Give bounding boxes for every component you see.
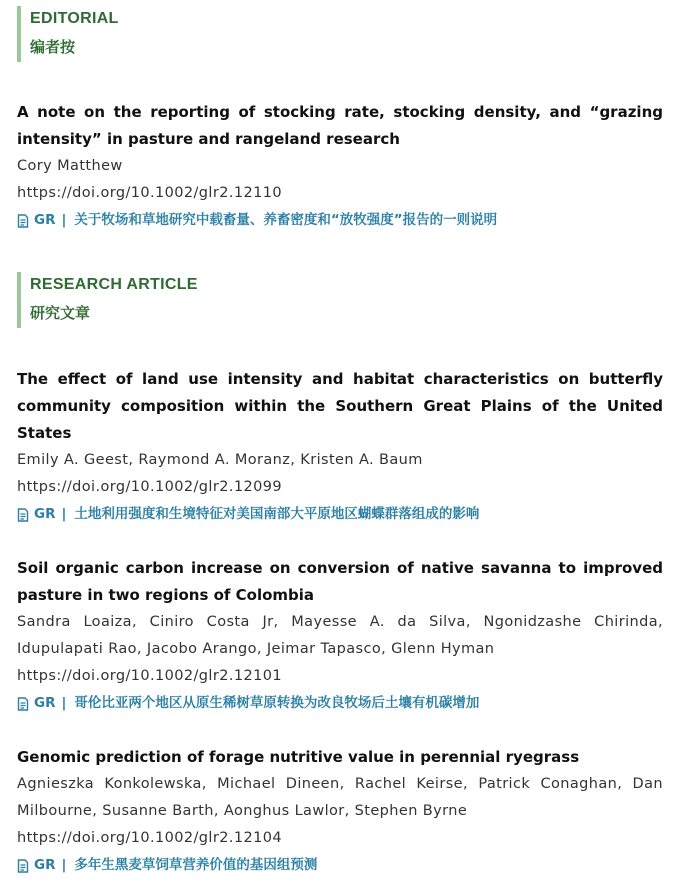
article-item <box>17 99 663 234</box>
document-icon <box>17 697 29 711</box>
gr-chinese-link[interactable] <box>17 852 663 879</box>
article-title: The effect of land use intensity and habitat characteristics on butterfly community composition within the Southern Great Plains of the United States <box>17 370 663 442</box>
section-label-cn: 研究文章 <box>30 304 91 322</box>
gr-chinese-title: 关于牧场和草地研究中载畜量、养畜密度和“放牧强度”报告的一则说明 <box>74 212 498 228</box>
article-doi-link[interactable]: https://doi.org/10.1002/glr2.12101 <box>17 668 282 684</box>
gr-tag: GR <box>34 695 56 711</box>
gr-chinese-title: 哥伦比亚两个地区从原生稀树草原转换为改良牧场后土壤有机碳增加 <box>74 695 480 711</box>
article-doi-link[interactable]: https://doi.org/10.1002/glr2.12099 <box>17 479 282 495</box>
document-icon <box>17 214 29 228</box>
article-title: Soil organic carbon increase on conversion of native savanna to improved pasture in two regions of Colombia <box>17 559 663 604</box>
article-title: Genomic prediction of forage nutritive value in perennial ryegrass <box>17 748 580 766</box>
section-header-research <box>17 272 330 328</box>
gr-tag: GR <box>34 212 56 228</box>
gr-chinese-title: 多年生黑麦草饲草营养价值的基因组预测 <box>74 857 318 873</box>
section-label-cn: 编者按 <box>30 38 76 56</box>
document-icon <box>17 859 29 873</box>
gr-chinese-link[interactable] <box>17 690 663 717</box>
article-doi-link[interactable]: https://doi.org/10.1002/glr2.12104 <box>17 830 282 846</box>
gr-tag: GR <box>34 506 56 522</box>
gr-chinese-link[interactable] <box>17 207 663 234</box>
article-authors: Cory Matthew <box>17 158 123 174</box>
gr-separator: | <box>61 212 67 228</box>
gr-tag: GR <box>34 857 56 873</box>
article-authors: Agnieszka Konkolewska, Michael Dineen, Rachel Keirse, Patrick Conaghan, Dan Milbourne, Susanne Barth, Aonghus Lawlor, Stephen Byrne <box>17 776 663 819</box>
gr-separator: | <box>61 695 67 711</box>
article-item <box>17 555 663 717</box>
gr-separator: | <box>61 506 67 522</box>
article-item <box>17 366 663 528</box>
gr-chinese-title: 土地利用强度和生境特征对美国南部大平原地区蝴蝶群落组成的影响 <box>74 506 480 522</box>
article-title: A note on the reporting of stocking rate, stocking density, and “grazing intensity” in pasture and rangeland research <box>17 103 663 148</box>
article-item <box>17 744 663 879</box>
gr-chinese-link[interactable] <box>17 501 663 528</box>
article-doi-link[interactable]: https://doi.org/10.1002/glr2.12110 <box>17 185 282 201</box>
article-authors: Sandra Loaiza, Ciniro Costa Jr, Mayesse A. da Silva, Ngonidzashe Chirinda, Idupulapati Rao, Jacobo Arango, Jeimar Tapasco, Glenn Hyman <box>17 614 663 657</box>
section-label-en: RESEARCH ARTICLE <box>30 276 198 293</box>
section-label-en: EDITORIAL <box>30 10 119 27</box>
section-header-editorial <box>17 6 330 62</box>
document-icon <box>17 508 29 522</box>
gr-separator: | <box>61 857 67 873</box>
article-authors: Emily A. Geest, Raymond A. Moranz, Kristen A. Baum <box>17 452 423 468</box>
